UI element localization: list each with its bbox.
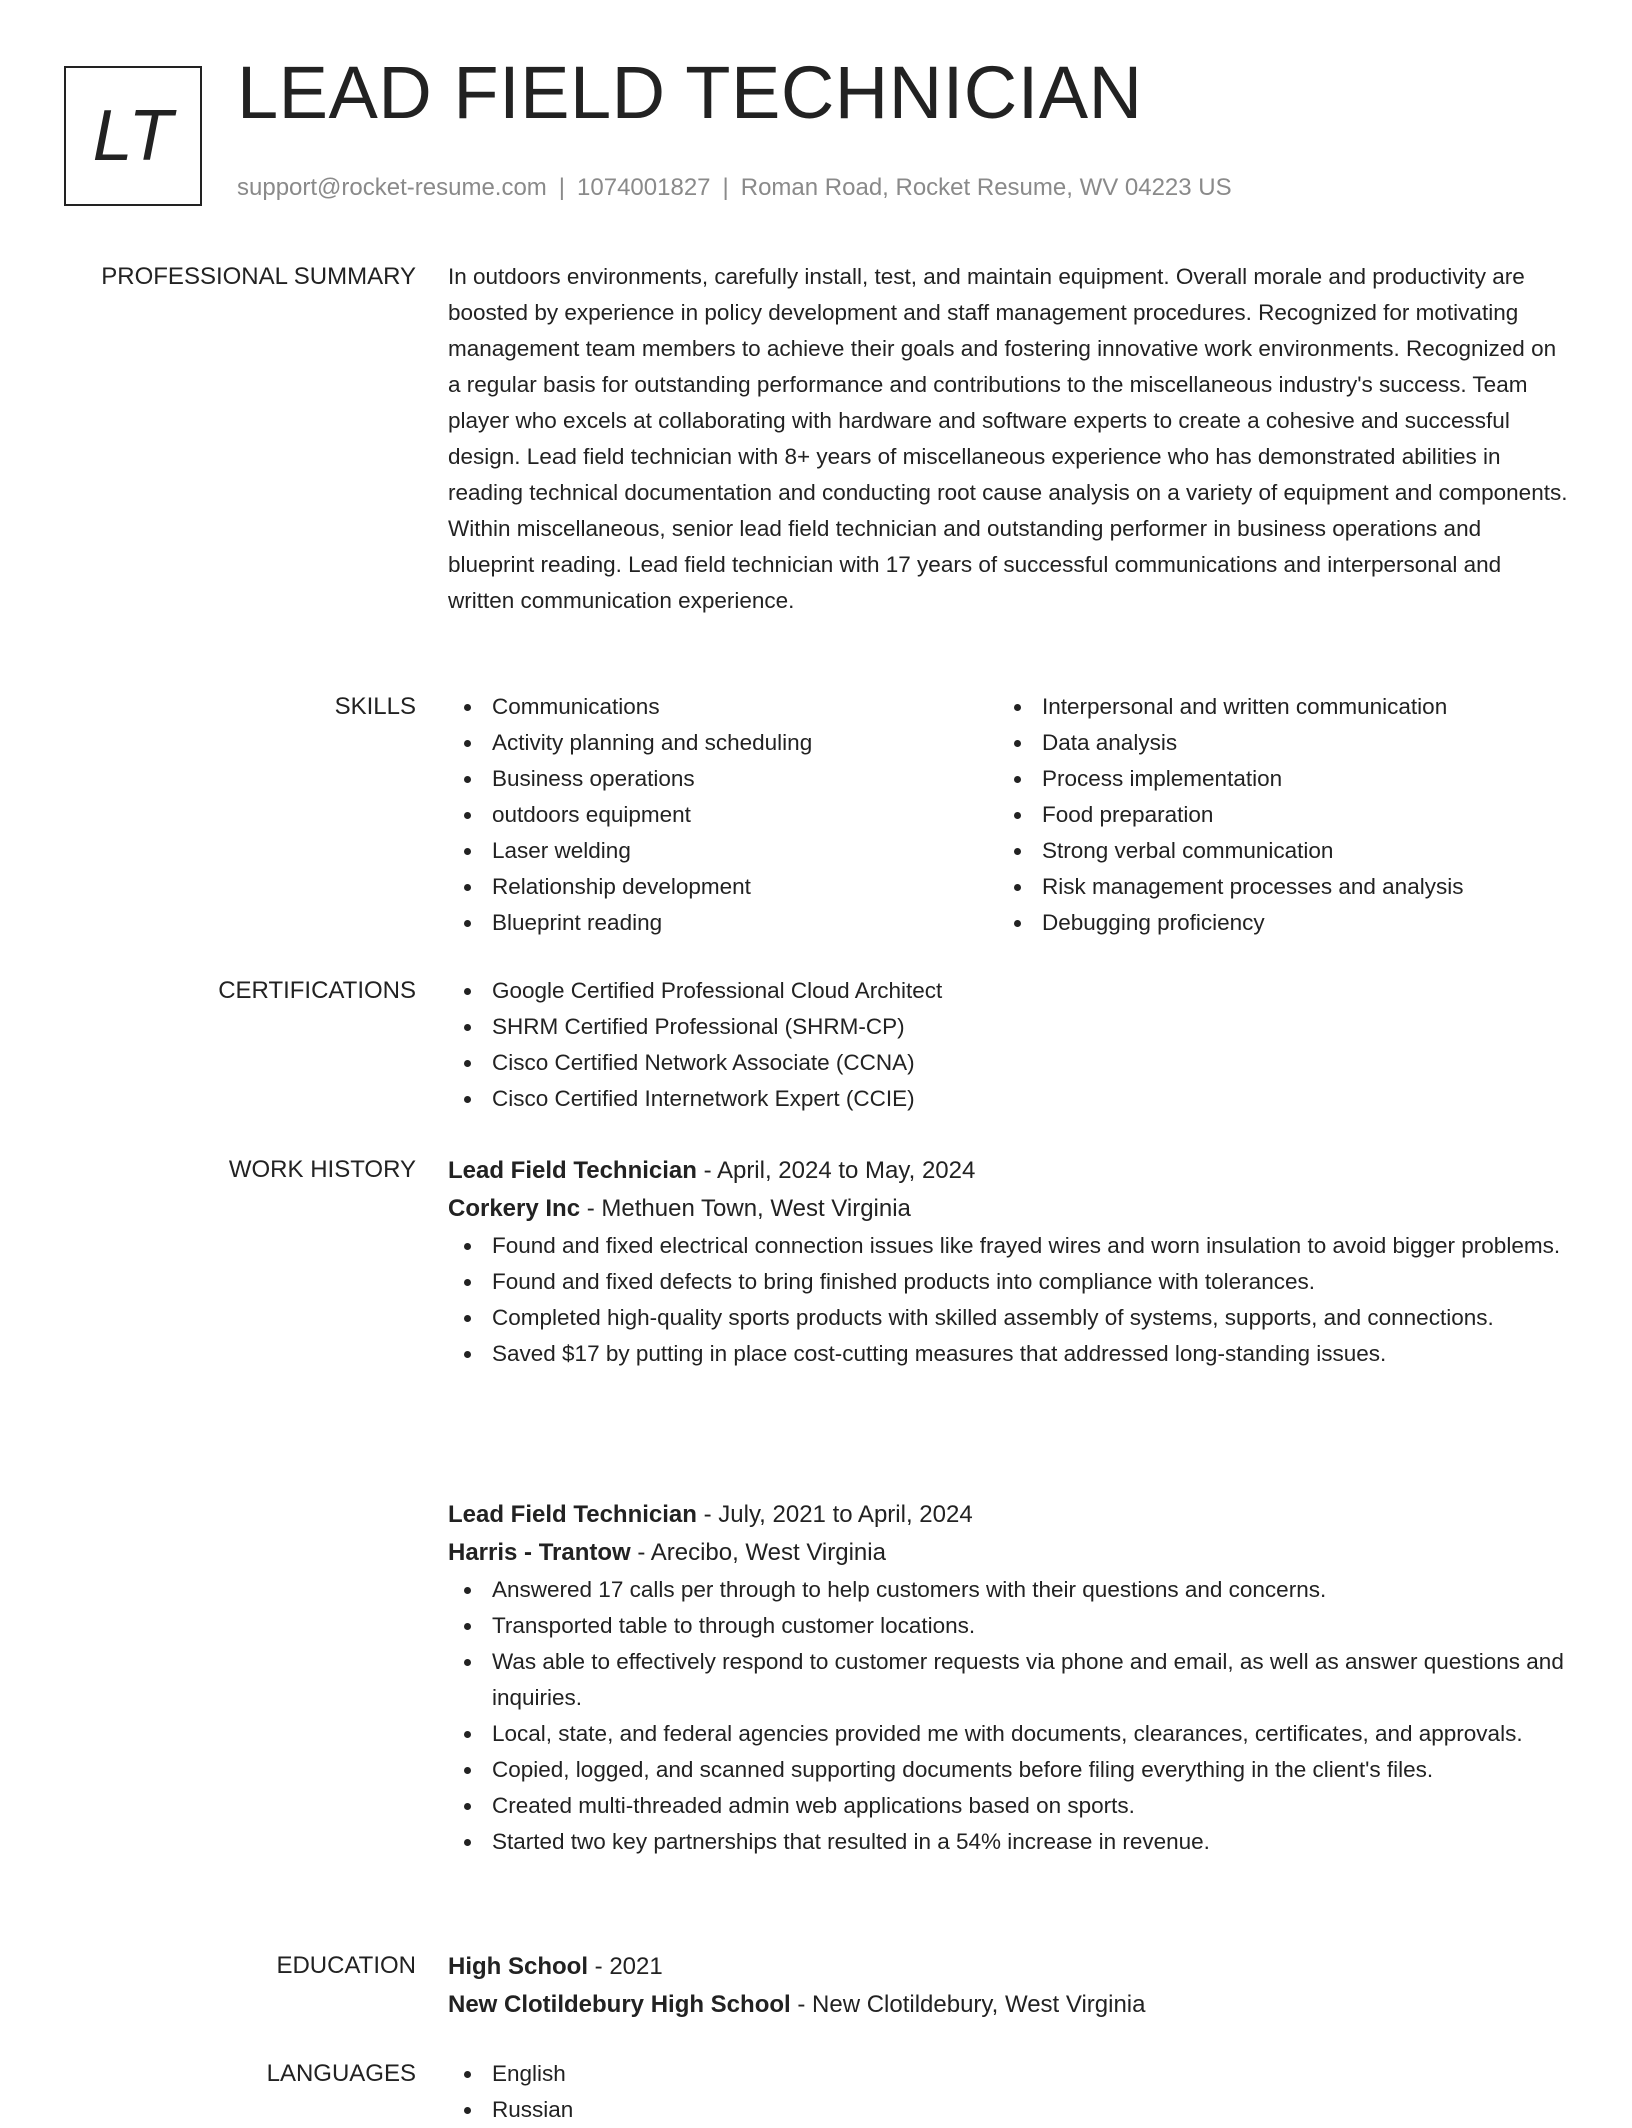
job-company: Corkery Inc bbox=[448, 1195, 581, 1222]
job-entry bbox=[448, 1152, 1568, 1372]
list-item: Google Certified Professional Cloud Architect bbox=[448, 973, 1568, 1009]
job-title-line bbox=[448, 1152, 1568, 1190]
job-bullets bbox=[448, 1228, 1568, 1372]
list-item: English bbox=[448, 2056, 1568, 2092]
list-item: Completed high-quality sports products with skilled assembly of systems, supports, and connections. bbox=[448, 1300, 1568, 1336]
list-item: Cisco Certified Network Associate (CCNA) bbox=[448, 1045, 1568, 1081]
work-history-body bbox=[448, 1496, 1568, 1860]
section-label: WORK HISTORY bbox=[228, 1156, 416, 1183]
list-item: Cisco Certified Internetwork Expert (CCIE) bbox=[448, 1081, 1568, 1117]
list-item: Found and fixed defects to bring finished products into compliance with tolerances. bbox=[448, 1264, 1568, 1300]
summary-text: In outdoors environments, carefully install, test, and maintain equipment. Overall morale and productivity are boosted by experience in policy development and staff management procedures. Recognized for motivating management team members to achieve their goals and fostering innovative work environments. Recognized on a regular basis for outstanding performance and contributions to the miscellaneous industry's success. Team player who excels at collaborating with hardware and software experts to create a cohesive and successful design. Lead field technician with 8+ years of miscellaneous experience who has demonstrated abilities in reading technical documentation and conducting root cause analysis on a variety of equipment and components. Within miscellaneous, senior lead field technician and outstanding performer in business operations and blueprint reading. Lead field technician with 17 years of successful communications and interpersonal and written communication experience. bbox=[448, 264, 1568, 613]
languages-list bbox=[448, 2056, 1568, 2128]
list-item: Found and fixed electrical connection issues like frayed wires and worn insulation to avoid bigger problems. bbox=[448, 1228, 1568, 1264]
job-bullets bbox=[448, 1572, 1568, 1860]
languages-body bbox=[448, 2056, 1568, 2128]
section-label: LANGUAGES bbox=[266, 2060, 416, 2087]
job-location: - Arecibo, West Virginia bbox=[630, 1539, 886, 1566]
section-label: EDUCATION bbox=[276, 1952, 416, 1979]
monogram-logo: LT bbox=[64, 66, 202, 206]
list-item: Activity planning and scheduling bbox=[448, 725, 998, 761]
list-item: Copied, logged, and scanned supporting documents before filing everything in the client's files. bbox=[448, 1752, 1568, 1788]
page-title: LEAD FIELD TECHNICIAN bbox=[237, 51, 1143, 134]
skills-list-left bbox=[448, 689, 998, 941]
list-item: Food preparation bbox=[998, 797, 1548, 833]
list-item: Relationship development bbox=[448, 869, 998, 905]
contact-separator: | bbox=[558, 174, 566, 201]
list-item: Blueprint reading bbox=[448, 905, 998, 941]
job-entry bbox=[448, 1496, 1568, 1860]
list-item: Risk management processes and analysis bbox=[998, 869, 1548, 905]
contact-line bbox=[237, 174, 1232, 202]
contact-phone[interactable]: 1074001827 bbox=[577, 174, 711, 201]
list-item: Laser welding bbox=[448, 833, 998, 869]
education-degree: High School bbox=[448, 1953, 588, 1980]
work-history-body bbox=[448, 1152, 1568, 1372]
summary-body bbox=[448, 259, 1568, 619]
education-school: New Clotildebury High School bbox=[448, 1991, 791, 2018]
contact-email[interactable]: support@rocket-resume.com bbox=[237, 174, 547, 201]
job-title: Lead Field Technician bbox=[448, 1501, 697, 1528]
education-body bbox=[448, 1948, 1568, 2024]
list-item: Was able to effectively respond to customer requests via phone and email, as well as answer questions and inquiries. bbox=[448, 1644, 1568, 1716]
job-company-line bbox=[448, 1534, 1568, 1572]
job-title-line bbox=[448, 1496, 1568, 1534]
list-item: outdoors equipment bbox=[448, 797, 998, 833]
list-item: Debugging proficiency bbox=[998, 905, 1548, 941]
job-company-line bbox=[448, 1190, 1568, 1228]
education-location: - New Clotildebury, West Virginia bbox=[790, 1991, 1146, 2018]
list-item: Created multi-threaded admin web applications based on sports. bbox=[448, 1788, 1568, 1824]
education-degree-line bbox=[448, 1948, 1568, 1986]
list-item: Process implementation bbox=[998, 761, 1548, 797]
contact-address: Roman Road, Rocket Resume, WV 04223 US bbox=[740, 174, 1232, 201]
job-location: - Methuen Town, West Virginia bbox=[580, 1195, 911, 1222]
job-dates: - July, 2021 to April, 2024 bbox=[696, 1501, 973, 1528]
list-item: Saved $17 by putting in place cost-cutting measures that addressed long-standing issues. bbox=[448, 1336, 1568, 1372]
job-company: Harris - Trantow bbox=[448, 1539, 631, 1566]
section-label: SKILLS bbox=[334, 693, 416, 720]
list-item: Interpersonal and written communication bbox=[998, 689, 1548, 725]
contact-separator: | bbox=[722, 174, 729, 201]
skills-list-right bbox=[998, 689, 1548, 941]
list-item: SHRM Certified Professional (SHRM-CP) bbox=[448, 1009, 1568, 1045]
job-title: Lead Field Technician bbox=[448, 1157, 697, 1184]
skills-body bbox=[448, 689, 1568, 941]
education-year: - 2021 bbox=[588, 1953, 663, 1980]
job-dates: - April, 2024 to May, 2024 bbox=[696, 1157, 976, 1184]
list-item: Strong verbal communication bbox=[998, 833, 1548, 869]
list-item: Local, state, and federal agencies provided me with documents, clearances, certificates, and approvals. bbox=[448, 1716, 1568, 1752]
certifications-list bbox=[448, 973, 1568, 1117]
list-item: Business operations bbox=[448, 761, 998, 797]
list-item: Communications bbox=[448, 689, 998, 725]
list-item: Started two key partnerships that resulted in a 54% increase in revenue. bbox=[448, 1824, 1568, 1860]
section-label: CERTIFICATIONS bbox=[218, 977, 416, 1004]
education-school-line bbox=[448, 1986, 1568, 2024]
list-item: Answered 17 calls per through to help customers with their questions and concerns. bbox=[448, 1572, 1568, 1608]
certifications-body bbox=[448, 973, 1568, 1117]
list-item: Data analysis bbox=[998, 725, 1548, 761]
list-item: Russian bbox=[448, 2092, 1568, 2128]
list-item: Transported table to through customer locations. bbox=[448, 1608, 1568, 1644]
section-label: PROFESSIONAL SUMMARY bbox=[101, 263, 416, 290]
